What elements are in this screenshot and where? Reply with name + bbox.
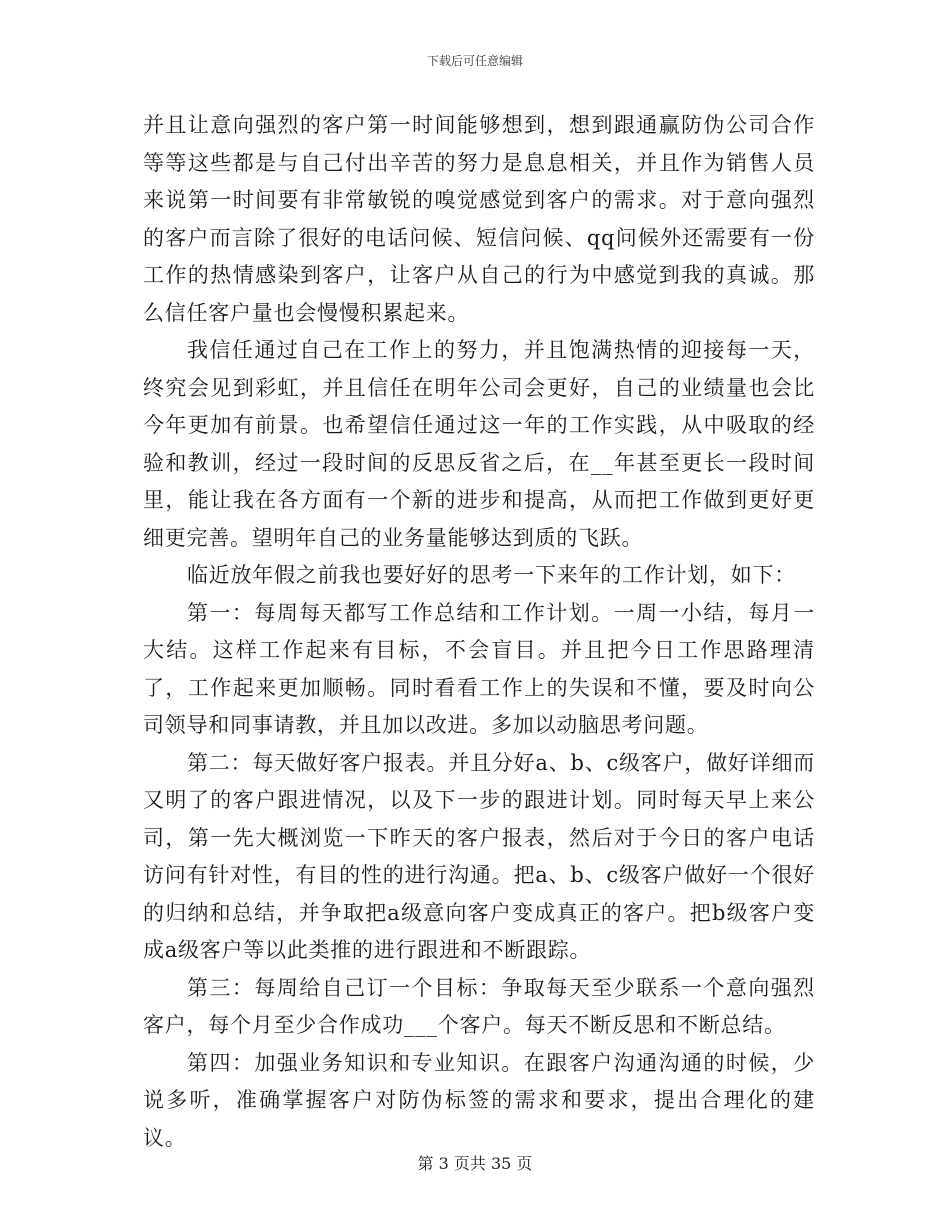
paragraph-2: 我信任通过自己在工作上的努力，并且饱满热情的迎接每一天，终究会见到彩虹，并且信任在明年公司会更好，自己的业绩量也会比今年更加有前景。也希望信任通过这一年的工作实践，从中吸取的经验和教训，经过一段时间的反思反省之后，在__年甚至更长一段时间里，能让我在各方面有一个新的进步和提高，从而把工作做到更好更细更完善。望明年自己的业务量能够达到质的飞跃。 xyxy=(143,338,815,550)
paragraph-3: 临近放年假之前我也要好好的思考一下来年的工作计划，如下： xyxy=(187,563,796,587)
paragraph-7: 第四：加强业务知识和专业知识。在跟客户沟通沟通的时候，少说多听，准确掌握客户对防伪标签的需求和要求，提出合理化的建议。 xyxy=(143,1050,815,1150)
page-header: 下载后可任意编辑 xyxy=(426,54,523,68)
paragraph-4: 第一：每周每天都写工作总结和工作计划。一周一小结，每月一大结。这样工作起来有目标，不会盲目。并且把今日工作思路理清了，工作起来更加顺畅。同时看看工作上的失误和不懂，要及时向公司领导和同事请教，并且加以改进。多加以动脑思考问题。 xyxy=(143,600,815,737)
paragraph-1: 并且让意向强烈的客户第一时间能够想到，想到跟通赢防伪公司合作等等这些都是与自己付出辛苦的努力是息息相关，并且作为销售人员来说第一时间要有非常敏锐的嗅觉感觉到客户的需求。对于意向强烈的客户而言除了很好的电话问候、短信问候、qq问候外还需要有一份工作的热情感染到客户，让客户从自己的行为中感觉到我的真诚。那么信任客户量也会慢慢积累起来。 xyxy=(143,113,815,325)
paragraph-6: 第三：每周给自己订一个目标：争取每天至少联系一个意向强烈客户，每个月至少合作成功___个客户。每天不断反思和不断总结。 xyxy=(143,975,815,1037)
page-number-footer: 第 3 页共 35 页 xyxy=(417,1154,533,1173)
paragraph-5: 第二：每天做好客户报表。并且分好a、b、c级客户，做好详细而又明了的客户跟进情况，以及下一步的跟进计划。同时每天早上来公司，第一先大概浏览一下昨天的客户报表，然后对于今日的客户电话访问有针对性，有目的性的进行沟通。把a、b、c级客户做好一个很好的归纳和总结，并争取把a级意向客户变成真正的客户。把b级客户变成a级客户等以此类推的进行跟进和不断跟踪。 xyxy=(143,750,815,962)
document-body xyxy=(143,107,815,1157)
